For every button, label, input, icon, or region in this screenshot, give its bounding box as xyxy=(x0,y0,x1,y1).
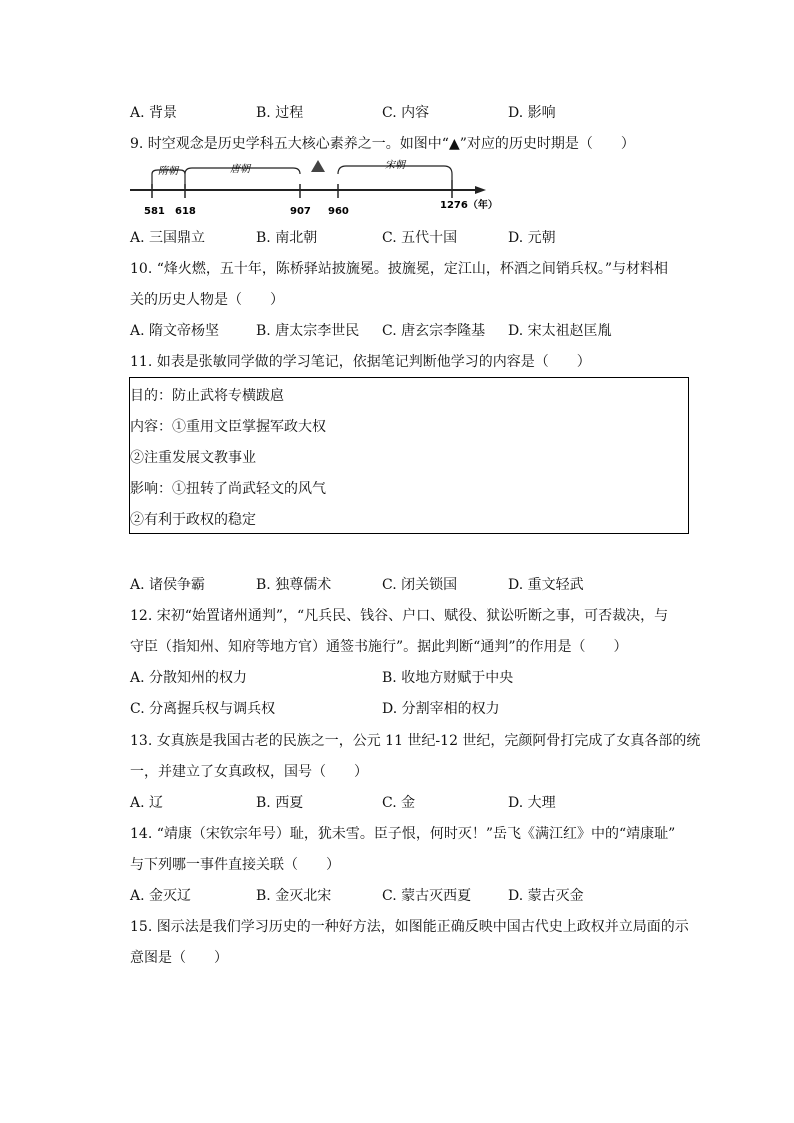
q11-notes-box xyxy=(129,377,689,534)
q12-line-2: 守臣（指知州、知府等地方官）通签书施行”。据此判断“通判”的作用是（ ） xyxy=(130,639,628,655)
tick-label-618: 618 xyxy=(175,206,196,217)
note-content-2: ②注重发展文教事业 xyxy=(130,450,256,466)
q13-option-b: B. 西夏 xyxy=(256,795,304,811)
q8-option-d: D. 影响 xyxy=(508,105,556,121)
q12-option-c: C. 分离握兵权与调兵权 xyxy=(130,701,276,717)
tick-label-960: 960 xyxy=(328,206,349,217)
q12-option-b: B. 收地方财赋于中央 xyxy=(382,670,514,686)
q10-option-b: B. 唐太宗李世民 xyxy=(256,323,360,339)
q13-option-d: D. 大理 xyxy=(508,795,556,811)
q14-line-1: 14. “靖康（宋钦宗年号）耻，犹未雪。臣子恨，何时灭！”岳飞《满江红》中的“靖康耻” xyxy=(130,826,676,842)
q9-timeline-figure xyxy=(130,152,498,222)
q11-option-d: D. 重文轻武 xyxy=(508,577,584,593)
q13-option-a: A. 辽 xyxy=(130,795,164,811)
q14-option-d: D. 蒙古灭金 xyxy=(508,888,584,904)
q10-option-a: A. 隋文帝杨坚 xyxy=(130,323,220,339)
q13-option-c: C. 金 xyxy=(382,795,416,811)
q12-line-1: 12. 宋初“始置诸州通判”，“凡兵民、钱谷、户口、赋役、狱讼听断之事，可否裁决，与 xyxy=(130,608,669,624)
q8-option-b: B. 过程 xyxy=(256,105,304,121)
q11-text: 11. 如表是张敏同学做的学习笔记，依据笔记判断他学习的内容是（ ） xyxy=(130,354,591,370)
tick-label-907: 907 xyxy=(290,206,311,217)
q12-option-d: D. 分割宰相的权力 xyxy=(382,701,500,717)
label-sui: 隋朝 xyxy=(158,166,178,177)
label-song: 宋朝 xyxy=(385,160,405,171)
q9-option-b: B. 南北朝 xyxy=(256,230,318,246)
q9-option-a: A. 三国鼎立 xyxy=(130,230,206,246)
q13-line-2: 一，并建立了女真政权，国号（ ） xyxy=(130,764,368,780)
q9-option-c: C. 五代十国 xyxy=(382,230,458,246)
q9-text: 9. 时空观念是历史学科五大核心素养之一。如图中“▲”对应的历史时期是（ ） xyxy=(130,136,635,152)
q11-option-a: A. 诸侯争霸 xyxy=(130,577,206,593)
tick-label-581: 581 xyxy=(144,206,165,217)
q10-line-1: 10. “烽火燃，五十年，陈桥驿站披旒冕。披旒冕，定江山，杯酒之间销兵权。”与材料相 xyxy=(130,261,669,277)
q11-option-c: C. 闭关锁国 xyxy=(382,577,458,593)
q11-option-b: B. 独尊儒术 xyxy=(256,577,332,593)
triangle-marker-icon xyxy=(311,160,325,172)
note-purpose: 目的：防止武将专横跋扈 xyxy=(130,388,284,404)
q14-option-a: A. 金灭辽 xyxy=(130,888,192,904)
note-impact-1: 影响：①扭转了尚武轻文的风气 xyxy=(130,481,326,497)
q10-line-2: 关的历史人物是（ ） xyxy=(130,292,284,308)
q14-option-b: B. 金灭北宋 xyxy=(256,888,332,904)
timeline-arrow-icon xyxy=(475,186,486,194)
q8-option-a: A. 背景 xyxy=(130,105,178,121)
label-tang: 唐朝 xyxy=(230,164,250,175)
q14-line-2: 与下列哪一事件直接关联（ ） xyxy=(130,857,340,873)
tick-label-1276: 1276（年） xyxy=(440,200,498,211)
q15-line-1: 15. 图示法是我们学习历史的一种好方法，如图能正确反映中国古代史上政权并立局面的示 xyxy=(130,919,689,935)
q15-line-2: 意图是（ ） xyxy=(130,950,228,966)
q10-option-c: C. 唐玄宗李隆基 xyxy=(382,323,486,339)
q9-option-d: D. 元朝 xyxy=(508,230,556,246)
q14-option-c: C. 蒙古灭西夏 xyxy=(382,888,472,904)
q8-option-c: C. 内容 xyxy=(382,105,430,121)
q13-line-1: 13. 女真族是我国古老的民族之一，公元 11 世纪-12 世纪，完颜阿骨打完成了女真各部的统 xyxy=(130,733,701,749)
q12-option-a: A. 分散知州的权力 xyxy=(130,670,248,686)
note-impact-2: ②有利于政权的稳定 xyxy=(130,512,256,528)
note-content-1: 内容：①重用文臣掌握军政大权 xyxy=(130,419,326,435)
q10-option-d: D. 宋太祖赵匡胤 xyxy=(508,323,612,339)
